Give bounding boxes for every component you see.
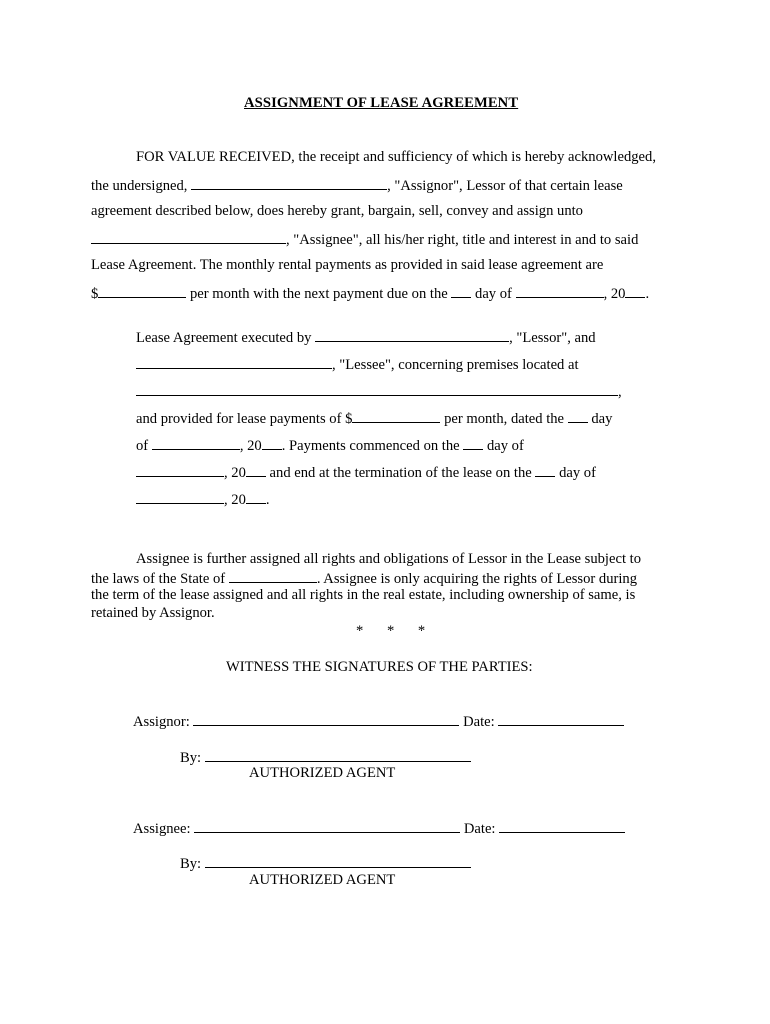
assignee-agent-label: AUTHORIZED AGENT xyxy=(249,872,396,888)
payments-commenced-text: . Payments commenced on the xyxy=(281,438,460,454)
lease-end-period: . xyxy=(265,492,270,508)
commenced-year-prefix: , 20 xyxy=(224,465,246,481)
assignor-agent-label: AUTHORIZED AGENT xyxy=(249,765,396,781)
day-of-text: day of xyxy=(475,286,512,302)
of-text: of xyxy=(136,438,149,454)
lease-payments-text: and provided for lease payments of $ xyxy=(136,411,353,427)
lessee-text: , "Lessee", concerning premises located at xyxy=(332,357,579,373)
lease-dated-month-blank[interactable] xyxy=(152,435,240,450)
dollar-sign: $ xyxy=(91,286,99,302)
next-payment-year-blank[interactable] xyxy=(625,283,645,298)
intro-line-6 xyxy=(91,283,649,303)
intro-undersigned-text: the undersigned, xyxy=(91,178,188,194)
assignee-acquiring-text: . Assignee is only acquiring the rights of Lessor during xyxy=(316,571,638,587)
intro-line-5: Lease Agreement. The monthly rental payments as provided in said lease agreement are xyxy=(91,257,604,273)
lease-dated-day-blank[interactable] xyxy=(568,408,588,423)
lessor-name-blank[interactable] xyxy=(315,327,509,342)
further-line-4: retained by Assignor. xyxy=(91,605,215,621)
intro-end-period: . xyxy=(645,286,650,302)
lessee-name-blank[interactable] xyxy=(136,354,332,369)
assignor-signature-blank[interactable] xyxy=(193,711,459,726)
next-payment-day-blank[interactable] xyxy=(451,283,471,298)
further-line-1: Assignee is further assigned all rights and obligations of Lessor in the Lease subject to xyxy=(136,551,641,567)
assignee-agent-signature-blank[interactable] xyxy=(205,853,471,868)
intro-line-1: FOR VALUE RECEIVED, the receipt and sufficiency of which is hereby acknowledged, xyxy=(136,149,656,165)
state-of-text: the laws of the State of xyxy=(91,571,226,587)
further-line-3: the term of the lease assigned and all rights in the real estate, including ownership of same, is xyxy=(91,587,636,603)
commenced-day-of-text: day of xyxy=(486,438,524,454)
assignor-name-blank[interactable] xyxy=(191,175,387,190)
assignor-signature-line xyxy=(133,711,624,731)
intro-line-4 xyxy=(91,229,638,249)
termination-year-blank[interactable] xyxy=(246,489,266,504)
document-title: ASSIGNMENT OF LEASE AGREEMENT xyxy=(244,95,519,111)
lease-executed-text: Lease Agreement executed by xyxy=(136,330,312,346)
lease-line-2 xyxy=(136,354,579,374)
lease-line-3 xyxy=(136,381,622,401)
assignee-label: Assignee: xyxy=(133,821,191,837)
next-payment-month-blank[interactable] xyxy=(516,283,604,298)
assignee-signature-line xyxy=(133,818,625,838)
assignor-date-blank[interactable] xyxy=(498,711,624,726)
assignee-name-blank[interactable] xyxy=(91,229,286,244)
lease-year-prefix: , 20 xyxy=(239,438,262,454)
assignor-by-label: By: xyxy=(180,750,202,766)
premises-address-blank[interactable] xyxy=(136,381,618,396)
assignee-date-blank[interactable] xyxy=(499,818,625,833)
state-blank[interactable] xyxy=(229,568,317,583)
year-prefix-text: , 20 xyxy=(603,286,626,302)
termination-text: and end at the termination of the lease on the xyxy=(269,465,532,481)
assignor-label: Assignor: xyxy=(133,714,190,730)
termination-year-prefix: , 20 xyxy=(224,492,246,508)
lease-line-4 xyxy=(136,408,612,428)
lease-line-5 xyxy=(136,435,524,455)
intro-line-2 xyxy=(91,175,623,195)
monthly-payment-blank[interactable] xyxy=(98,283,186,298)
next-payment-text: per month with the next payment due on the xyxy=(189,286,448,302)
intro-line-3: agreement described below, does hereby grant, bargain, sell, convey and assign unto xyxy=(91,203,583,219)
assignor-agent-signature-blank[interactable] xyxy=(205,747,471,762)
dated-the-text: per month, dated the xyxy=(444,411,565,427)
lessor-text: , "Lessor", and xyxy=(509,330,596,346)
day-text: day xyxy=(591,411,613,427)
termination-day-blank[interactable] xyxy=(535,462,555,477)
commenced-day-blank[interactable] xyxy=(463,435,483,450)
lease-line-6 xyxy=(136,462,596,482)
lease-line-7 xyxy=(136,489,270,509)
lease-payment-amount-blank[interactable] xyxy=(352,408,440,423)
premises-comma: , xyxy=(618,384,622,400)
assignee-date-label: Date: xyxy=(463,821,496,837)
intro-assignor-text: , "Assignor", Lessor of that certain lease xyxy=(387,178,623,194)
termination-month-blank[interactable] xyxy=(136,489,224,504)
assignor-date-label: Date: xyxy=(463,714,495,730)
further-line-2 xyxy=(91,568,637,588)
commenced-month-blank[interactable] xyxy=(136,462,224,477)
assignee-by-label: By: xyxy=(180,856,202,872)
assignee-by-line xyxy=(180,853,471,873)
assignee-signature-blank[interactable] xyxy=(194,818,460,833)
witness-heading: WITNESS THE SIGNATURES OF THE PARTIES: xyxy=(226,659,533,675)
intro-assignee-text: , "Assignee", all his/her right, title and interest in and to said xyxy=(286,232,639,248)
section-separator: * * * xyxy=(356,623,436,639)
termination-day-of-text: day of xyxy=(559,465,596,481)
lease-line-1 xyxy=(136,327,596,347)
lease-dated-year-blank[interactable] xyxy=(262,435,282,450)
commenced-year-blank[interactable] xyxy=(246,462,266,477)
